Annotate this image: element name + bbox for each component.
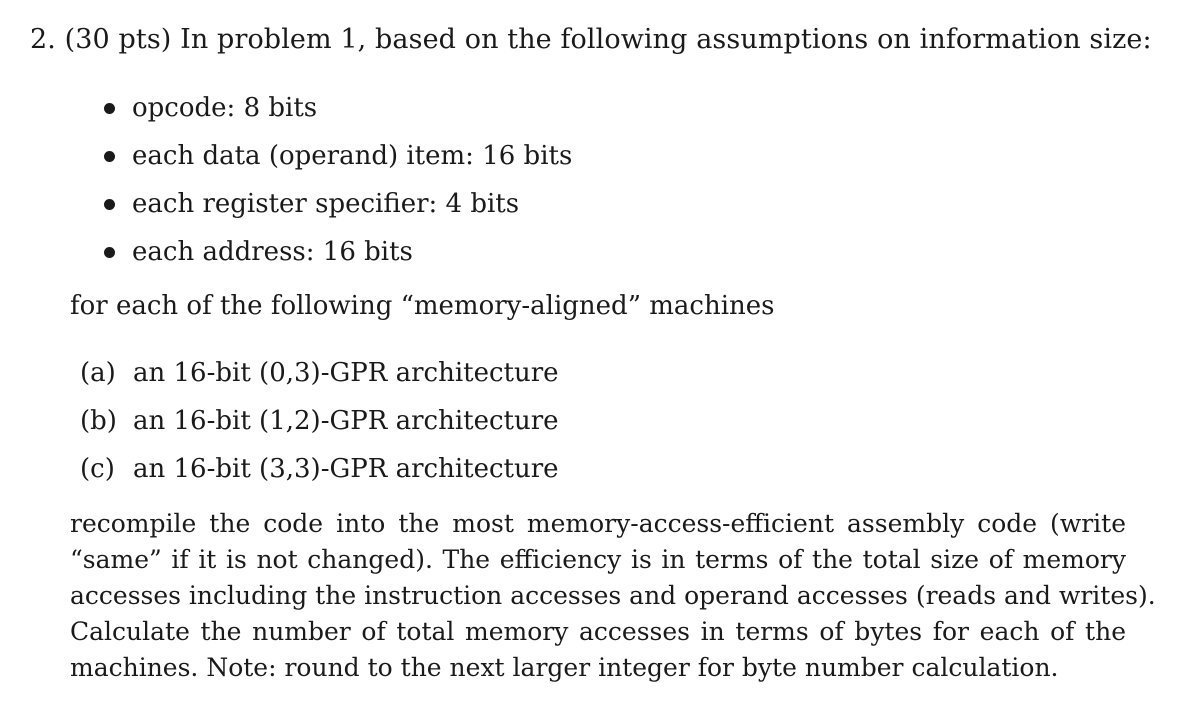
assumption-text: each register specifier: 4 bits (132, 189, 520, 219)
bullet-icon (104, 247, 115, 258)
paragraph-line: machines. Note: round to the next larger integer for byte number calculation. (70, 653, 1059, 682)
assumption-text: each address: 16 bits (132, 237, 413, 267)
list-item (104, 180, 572, 228)
machine-text: an 16-bit (1,2)-GPR architecture (133, 406, 559, 436)
list-item (80, 349, 559, 397)
intro-text: for each of the following “memory-aligned” machines (70, 291, 775, 321)
list-item (104, 84, 572, 132)
list-item (104, 228, 572, 276)
item-label: (a) (80, 358, 116, 388)
bullet-icon (104, 151, 115, 162)
machines-list (80, 349, 559, 493)
list-item (80, 397, 559, 445)
assumption-text: opcode: 8 bits (132, 93, 318, 123)
assumption-text: each data (operand) item: 16 bits (132, 141, 573, 171)
problem-header: 2. (30 pts) In problem 1, based on the following assumptions on information size: (30, 24, 1152, 55)
list-item (104, 132, 572, 180)
instructions-paragraph (70, 506, 1156, 686)
list-item (80, 445, 559, 493)
bullet-icon (104, 199, 115, 210)
paragraph-line: Calculate the number of total memory accesses in terms of bytes for each of the (70, 617, 1126, 646)
bullet-icon (104, 103, 115, 114)
paragraph-line: accesses including the instruction accesses and operand accesses (reads and writes). (70, 581, 1156, 610)
item-label: (c) (80, 454, 115, 484)
item-label: (b) (80, 406, 117, 436)
machine-text: an 16-bit (3,3)-GPR architecture (133, 454, 559, 484)
assumptions-list (104, 84, 572, 276)
paragraph-line: “same” if it is not changed). The efficiency is in terms of the total size of memory (70, 545, 1126, 574)
paragraph-line: recompile the code into the most memory-access-efficient assembly code (write (70, 509, 1126, 538)
machine-text: an 16-bit (0,3)-GPR architecture (133, 358, 559, 388)
